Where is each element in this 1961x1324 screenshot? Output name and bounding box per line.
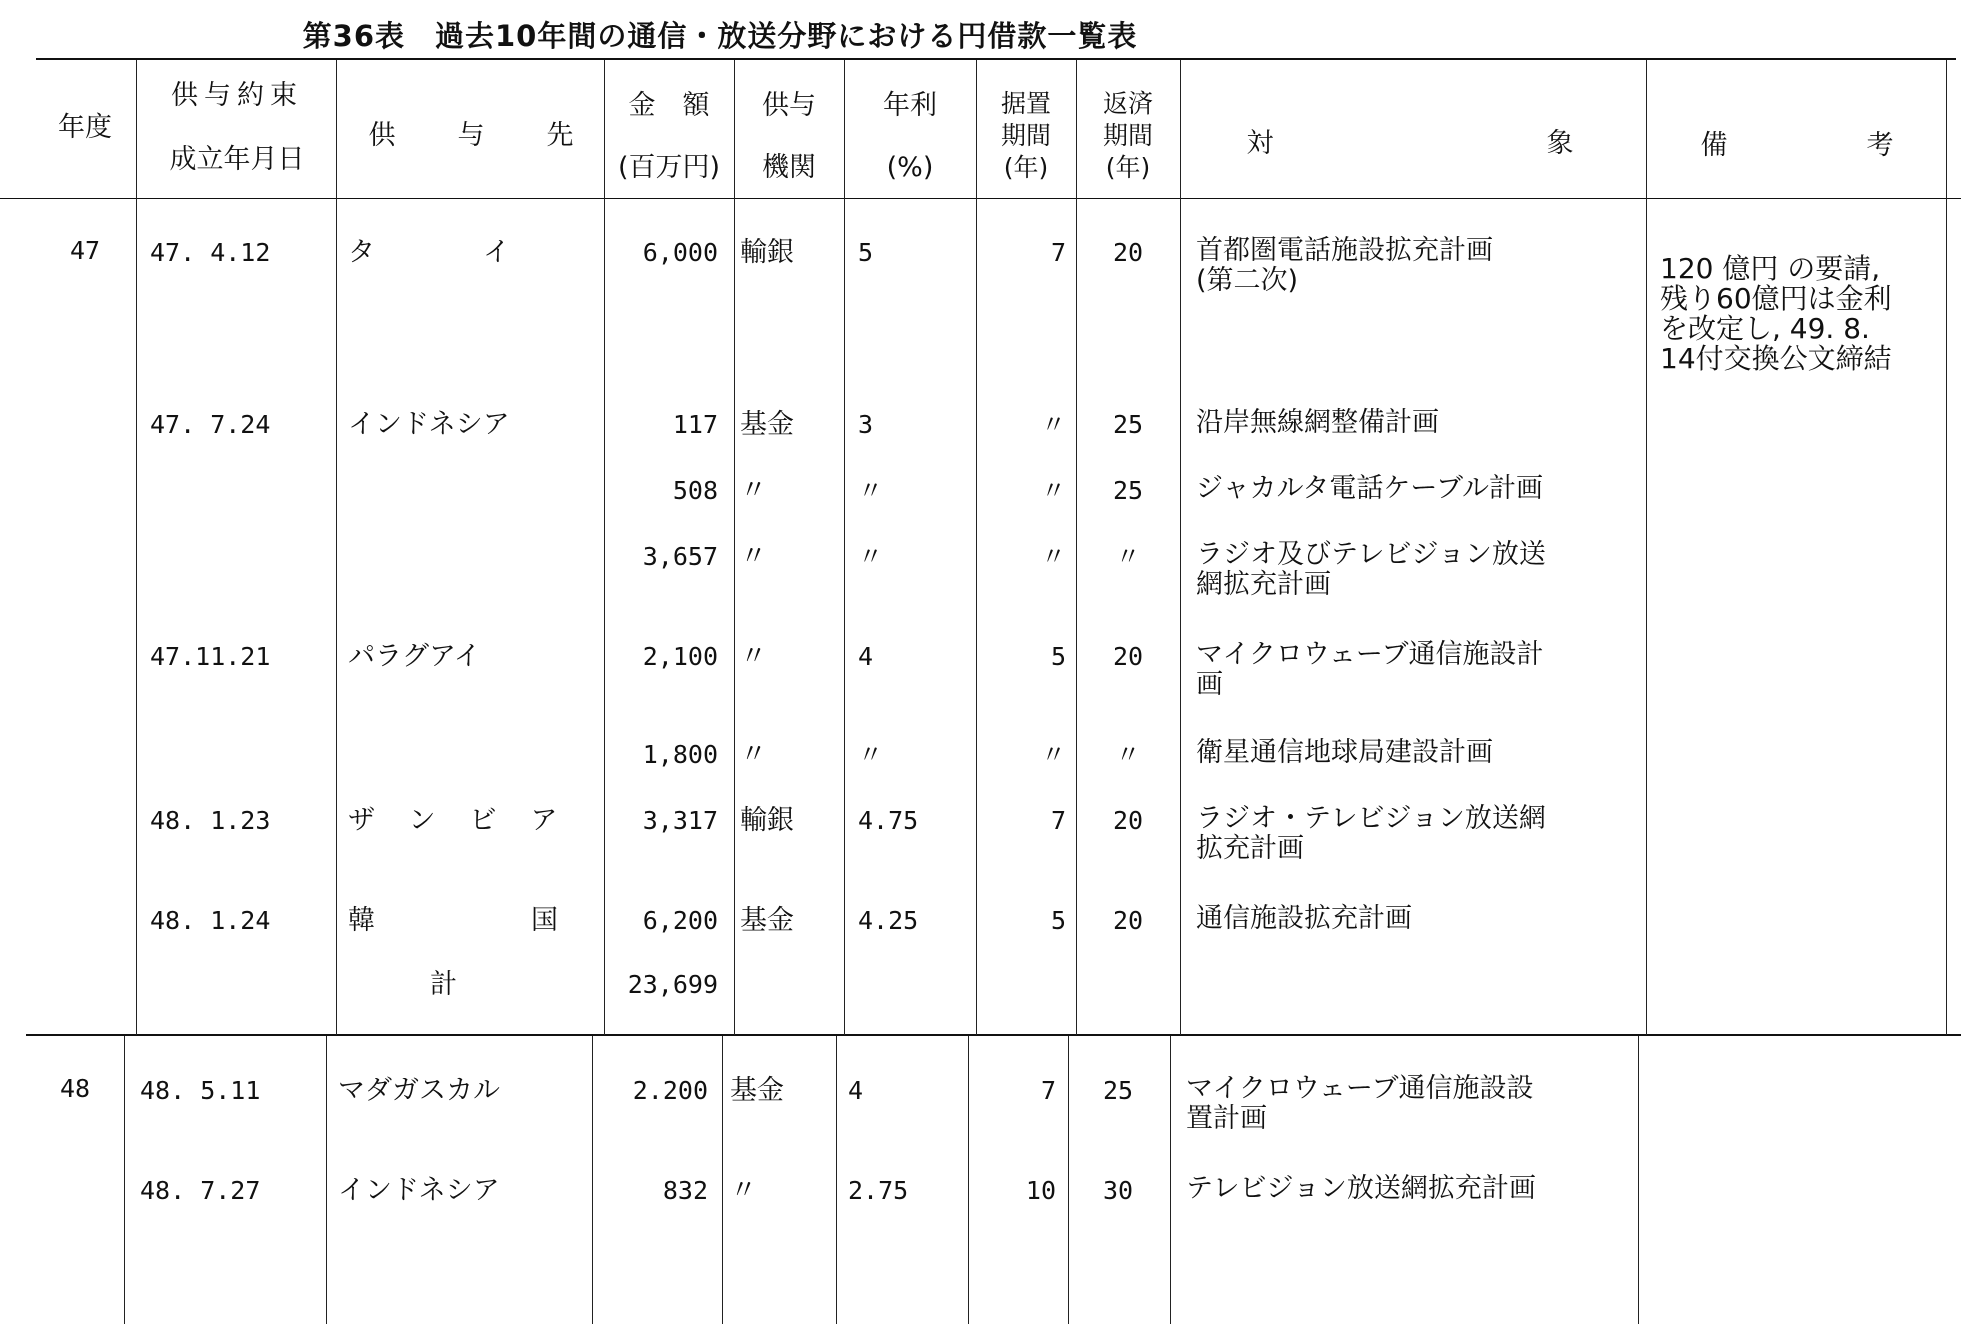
cell-interest: 〃 (858, 542, 884, 571)
cell-recipient: インドネシア (348, 409, 510, 440)
cell-target: マイクロウェーブ通信施設設 置計画 (1186, 1073, 1534, 1134)
cell-agency: 基金 (740, 409, 794, 440)
cell-amount: 3,657 (642, 542, 718, 571)
cell-interest: 4 (848, 1076, 864, 1105)
header-repay-line1: 返済 (1102, 89, 1153, 118)
col-divider (1068, 1036, 1069, 1324)
cell-repay: 〃 (1115, 740, 1141, 769)
cell-amount: 2.200 (632, 1076, 708, 1105)
cell-target: 首都圏電話施設拡充計画 (第二次) (1196, 235, 1493, 296)
cell-grace: 5 (1050, 642, 1066, 671)
header-agency-line1: 供与 (762, 90, 816, 121)
cell-agency: 基金 (730, 1075, 784, 1106)
cell-target: 沿岸無線網整備計画 (1196, 407, 1439, 438)
cell-date: 47.11.21 (150, 642, 271, 671)
cell-interest: 〃 (858, 476, 884, 505)
cell-agency: 〃 (740, 475, 767, 506)
cell-agency: 輸銀 (740, 237, 794, 268)
cell-recipient: ザンビア (348, 805, 592, 836)
col-divider (976, 60, 977, 1035)
cell-grace: 〃 (1040, 410, 1066, 439)
cell-year: 47 (69, 236, 101, 265)
cell-repay: 20 (1112, 238, 1144, 267)
header-grace (978, 88, 1074, 184)
cell-grace: 〃 (1040, 476, 1066, 505)
cell-repay: 25 (1112, 410, 1144, 439)
header-amount-line2: (百万円) (617, 152, 721, 183)
cell-interest: 4.25 (858, 906, 919, 935)
header-recipient-char3: 先 (546, 120, 574, 151)
header-recipient-char1: 供 (368, 120, 396, 151)
cell-target: ラジオ及びテレビジョン放送 網拡充計画 (1196, 539, 1546, 600)
cell-amount: 117 (672, 410, 718, 439)
cell-amount: 2,100 (642, 642, 718, 671)
cell-amount: 6,200 (642, 906, 718, 935)
header-repay-line2: 期間 (1102, 121, 1153, 150)
cell-year: 48 (59, 1074, 91, 1103)
cell-date: 47. 4.12 (150, 238, 271, 267)
col-divider (604, 60, 605, 1035)
cell-repay: 20 (1112, 806, 1144, 835)
header-remarks-right: 考 (1866, 130, 1894, 161)
cell-repay: 25 (1102, 1076, 1134, 1105)
cell-grace: 7 (1050, 806, 1066, 835)
cell-date: 47. 7.24 (150, 410, 271, 439)
cell-interest: 4.75 (858, 806, 919, 835)
header-grace-line3: (年) (1003, 153, 1049, 182)
cell-target: ジャカルタ電話ケーブル計画 (1196, 473, 1543, 504)
cell-remarks: 120 億円 の要請, 残り60億円は金利 を改定し, 49. 8. 14付交換公文締結 (1660, 252, 1892, 375)
header-agency-line2: 機関 (762, 152, 816, 183)
col-divider (734, 60, 735, 1035)
cell-amount: 508 (672, 476, 718, 505)
header-recipient-char2: 与 (457, 120, 485, 151)
header-fiscal-year: 年度 (58, 112, 112, 143)
header-remarks-left: 備 (1700, 130, 1728, 161)
cell-interest: 2.75 (848, 1176, 909, 1205)
col-divider (326, 1036, 327, 1324)
cell-grace: 〃 (1040, 740, 1066, 769)
header-target-left: 対 (1246, 128, 1274, 159)
cell-repay: 30 (1102, 1176, 1134, 1205)
header-grace-line1: 据置 (1000, 89, 1051, 118)
cell-agency: 輸銀 (740, 805, 794, 836)
col-divider (844, 60, 845, 1035)
header-grace-line2: 期間 (1000, 121, 1051, 150)
col-divider (1076, 60, 1077, 1035)
cell-recipient: タ イ (348, 237, 510, 268)
cell-repay: 〃 (1115, 542, 1141, 571)
table-title: 第36表 過去10年間の通信・放送分野における円借款一覧表 (302, 19, 1138, 53)
cell-interest: 4 (858, 642, 874, 671)
header-interest (846, 88, 974, 186)
header-amount (606, 88, 732, 186)
header-interest-line1: 年利 (883, 90, 937, 121)
cell-amount: 3,317 (642, 806, 718, 835)
cell-grace: 10 (1025, 1176, 1056, 1205)
cell-agency: 〃 (740, 541, 767, 572)
cell-repay: 20 (1112, 906, 1144, 935)
header-agency (736, 88, 842, 186)
cell-interest: 3 (858, 410, 874, 439)
cell-date: 48. 5.11 (140, 1076, 261, 1105)
header-bottom-rule (0, 198, 1961, 199)
col-divider (124, 1036, 125, 1324)
col-divider (836, 1036, 837, 1324)
header-recipient (340, 118, 602, 154)
cell-amount: 1,800 (642, 740, 718, 769)
table-top-rule (36, 58, 1956, 60)
cell-recipient: マダガスカル (338, 1075, 500, 1106)
cell-date: 48. 7.27 (140, 1176, 261, 1205)
cell-interest: 〃 (858, 740, 884, 769)
col-divider (1946, 60, 1947, 1035)
header-date (140, 78, 334, 178)
col-divider (1180, 60, 1181, 1035)
col-divider (1170, 1036, 1171, 1324)
header-date-line1: 供与約束 (171, 80, 303, 111)
cell-agency: 〃 (740, 641, 767, 672)
cell-amount: 6,000 (642, 238, 718, 267)
cell-date: 48. 1.23 (150, 806, 271, 835)
cell-repay: 20 (1112, 642, 1144, 671)
col-divider (722, 1036, 723, 1324)
header-repay (1078, 88, 1178, 184)
cell-grace: 7 (1040, 1076, 1056, 1105)
section-divider-rule (26, 1034, 1961, 1036)
cell-agency: 〃 (730, 1175, 757, 1206)
cell-recipient: 韓 国 (348, 905, 592, 936)
col-divider (1638, 1036, 1639, 1324)
header-interest-line2: (%) (886, 152, 934, 183)
cell-target: ラジオ・テレビジョン放送網 拡充計画 (1196, 803, 1546, 864)
cell-grace: 〃 (1040, 542, 1066, 571)
cell-recipient: 計 (430, 969, 457, 1000)
col-divider (336, 60, 337, 1035)
cell-amount: 832 (662, 1176, 708, 1205)
cell-target: 通信施設拡充計画 (1196, 903, 1412, 934)
cell-recipient: インドネシア (338, 1175, 500, 1206)
header-amount-line1: 金 額 (628, 90, 710, 121)
cell-target: マイクロウェーブ通信施設計 画 (1196, 639, 1544, 700)
col-divider (968, 1036, 969, 1324)
col-divider (136, 60, 137, 1035)
cell-repay: 25 (1112, 476, 1144, 505)
header-date-line2: 成立年月日 (169, 144, 305, 175)
cell-date: 48. 1.24 (150, 906, 271, 935)
cell-grace: 7 (1050, 238, 1066, 267)
cell-target: テレビジョン放送網拡充計画 (1186, 1173, 1536, 1204)
cell-target: 衛星通信地球局建設計画 (1196, 737, 1493, 768)
col-divider (1646, 60, 1647, 1035)
header-repay-line3: (年) (1105, 153, 1151, 182)
cell-agency: 基金 (740, 905, 794, 936)
cell-amount: 23,699 (627, 970, 718, 999)
col-divider (592, 1036, 593, 1324)
cell-grace: 5 (1050, 906, 1066, 935)
cell-recipient: パラグアイ (348, 641, 481, 672)
cell-interest: 5 (858, 238, 874, 267)
cell-agency: 〃 (740, 739, 767, 770)
header-target-right: 象 (1546, 128, 1574, 159)
